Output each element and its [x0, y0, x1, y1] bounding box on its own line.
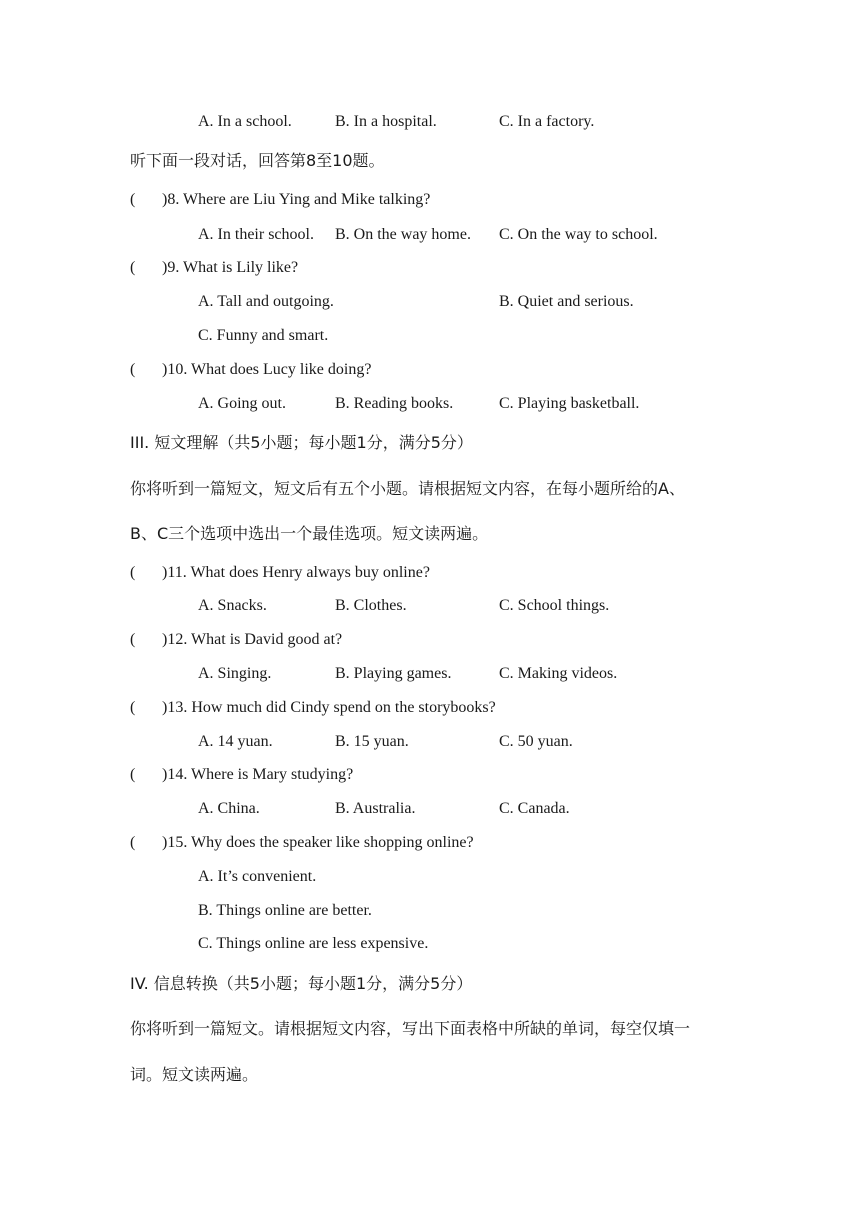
q12-option-b: B. Playing games.	[335, 665, 452, 682]
q9-answer-blank: (	[130, 259, 136, 276]
q14-answer-blank: (	[130, 766, 136, 783]
q13-option-c: C. 50 yuan.	[499, 733, 573, 750]
q7-option-b: B. In a hospital.	[335, 113, 437, 130]
q14-option-b: B. Australia.	[335, 800, 416, 817]
q10-answer-blank: (	[130, 361, 136, 378]
q13-option-b: B. 15 yuan.	[335, 733, 409, 750]
q14-option-c: C. Canada.	[499, 800, 570, 817]
q12-option-a: A. Singing.	[198, 665, 272, 682]
q11-option-c: C. School things.	[499, 597, 610, 614]
q8-option-c: C. On the way to school.	[499, 226, 658, 243]
section-iv-instruction-line1: 你将听到一篇短文。请根据短文内容，写出下面表格中所缺的单词，每空仅填一	[130, 1019, 691, 1038]
q10-option-c: C. Playing basketball.	[499, 395, 640, 412]
section-iv-title: IV. 信息转换（共5小题；每小题1分，满分5分）	[130, 974, 473, 993]
q15-option-a: A. It’s convenient.	[198, 868, 317, 885]
q9-question: )9. What is Lily like?	[162, 259, 299, 276]
q8-answer-blank: (	[130, 191, 136, 208]
q12-option-c: C. Making videos.	[499, 665, 618, 682]
q10-option-a: A. Going out.	[198, 395, 286, 412]
q14-option-a: A. China.	[198, 800, 260, 817]
q15-option-b: B. Things online are better.	[198, 902, 372, 919]
q12-answer-blank: (	[130, 631, 136, 648]
q8-question: )8. Where are Liu Ying and Mike talking?	[162, 191, 431, 208]
q8-option-a: A. In their school.	[198, 226, 314, 243]
instruction-q8-q10: 听下面一段对话，回答第8至10题。	[130, 151, 385, 170]
q9-option-a: A. Tall and outgoing.	[198, 293, 334, 310]
q10-question: )10. What does Lucy like doing?	[162, 361, 372, 378]
q11-question: )11. What does Henry always buy online?	[162, 564, 430, 581]
q7-option-c: C. In a factory.	[499, 113, 595, 130]
q9-option-b: B. Quiet and serious.	[499, 293, 634, 310]
q13-answer-blank: (	[130, 699, 136, 716]
q11-option-a: A. Snacks.	[198, 597, 267, 614]
q15-answer-blank: (	[130, 834, 136, 851]
q12-question: )12. What is David good at?	[162, 631, 343, 648]
q8-option-b: B. On the way home.	[335, 226, 471, 243]
q14-question: )14. Where is Mary studying?	[162, 766, 354, 783]
section-iii-instruction-line1: 你将听到一篇短文，短文后有五个小题。请根据短文内容，在每小题所给的A、	[130, 479, 685, 498]
q11-option-b: B. Clothes.	[335, 597, 407, 614]
q7-option-a: A. In a school.	[198, 113, 292, 130]
q11-answer-blank: (	[130, 564, 136, 581]
q9-option-c: C. Funny and smart.	[198, 327, 329, 344]
section-iii-title: III. 短文理解（共5小题；每小题1分，满分5分）	[130, 433, 473, 452]
q13-option-a: A. 14 yuan.	[198, 733, 273, 750]
q15-option-c: C. Things online are less expensive.	[198, 935, 429, 952]
section-iii-instruction-line2: B、C三个选项中选出一个最佳选项。短文读两遍。	[130, 524, 489, 543]
q15-question: )15. Why does the speaker like shopping online?	[162, 834, 474, 851]
section-iv-instruction-line2: 词。短文读两遍。	[130, 1065, 259, 1084]
q10-option-b: B. Reading books.	[335, 395, 454, 412]
q13-question: )13. How much did Cindy spend on the storybooks?	[162, 699, 496, 716]
